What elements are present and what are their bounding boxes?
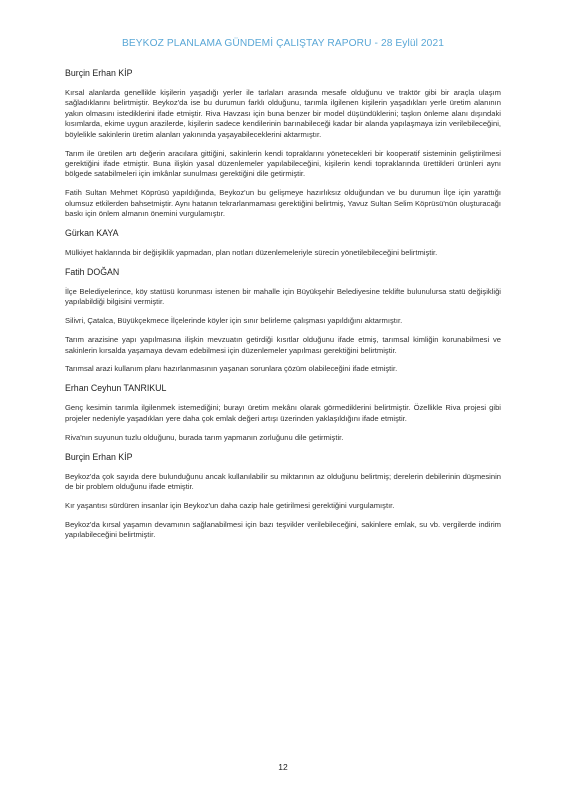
paragraph: Tarımsal arazi kullanım planı hazırlanmasının yaşanan sorunlara çözüm olabileceğini ifade etmiştir. bbox=[65, 364, 398, 374]
paragraph: Beykoz'da kırsal yaşamın devamının sağlanabilmesi için bazı teşvikler verilebileceğini, sakinlere emlak, su vb. vergilerde indirim yapılabileceğini belirtmiştir. bbox=[65, 519, 501, 540]
speaker-section bbox=[65, 267, 501, 375]
speaker-name: Erhan Ceyhun TANRIKUL bbox=[65, 383, 167, 394]
paragraph: Beykoz'da çok sayıda dere bulunduğunu ancak kullanılabilir su miktarının az olduğunu belirtmiş; derelerin debilerinin düşmesinin de bir problem olduğunu ifade etmiştir. bbox=[65, 471, 501, 491]
speaker-name: Burçin Erhan KİP bbox=[65, 451, 133, 462]
speaker-section bbox=[65, 452, 501, 541]
document-body bbox=[65, 68, 501, 549]
speaker-name: Burçin Erhan KİP bbox=[65, 68, 133, 78]
speaker-name: Fatih DOĞAN bbox=[65, 266, 120, 277]
paragraph: Fatih Sultan Mehmet Köprüsü yapıldığında, Beykoz'un bu gelişmeye hazırlıksız olduğundan ve bu durumun İlçe için yarattığı olumsuz etkilerden bahsetmiştir. Aynı hatanın tekrarlanmaması gerektiğini belirtmiş, Yavuz Sultan Selim Köprüsü'nün oluşturacağı baskı için önlem almanın önemini vurgulamıştır. bbox=[65, 188, 501, 219]
speaker-section bbox=[65, 68, 501, 219]
speaker-section bbox=[65, 228, 501, 258]
report-header: BEYKOZ PLANLAMA GÜNDEMİ ÇALIŞTAY RAPORU - 28 Eylül 2021 bbox=[122, 38, 444, 49]
paragraph: Genç kesimin tarımla ilgilenmek istemediğini; burayı üretim mekânı olarak görmediklerini belirtmiştir. Özellikle Riva projesi gibi projeler nedeniyle yaşadıkları yere daha çok emlak değeri artışı üzerinden yaklaşıldığını ifade etmiştir. bbox=[65, 403, 501, 423]
speaker-section bbox=[65, 383, 501, 443]
paragraph: Mülkiyet haklarında bir değişiklik yapmadan, plan notları düzenlemeleriyle sürecin yönetilebileceğini belirtmiştir. bbox=[65, 247, 438, 257]
speaker-name: Gürkan KAYA bbox=[65, 227, 119, 238]
page-number: 12 bbox=[278, 762, 288, 772]
paragraph: Silivri, Çatalca, Büyükçekmece İlçelerinde köyler için sınır belirleme çalışması yapıldığını aktarmıştır. bbox=[65, 316, 403, 326]
paragraph: Riva'nın suyunun tuzlu olduğunu, burada tarım yapmanın zorluğunu dile getirmiştir. bbox=[65, 432, 344, 442]
paragraph: Tarım ile üretilen artı değerin aracılara gittiğini, sakinlerin kendi topraklarını yönetecekleri bir kooperatif sisteminin geliştirilmesi gerektiğini ifade etmiştir. Buna ilişkin yasal düzenlemeler yapılabileceğini, kişilerin kendi topraklarında ürettikleri ürünleri aynı bölgede satabilmeleri için imkânlar sunulması gerektiğini dile getirmiştir. bbox=[65, 148, 501, 179]
paragraph: İlçe Belediyelerince, köy statüsü korunması istenen bir mahalle için Büyükşehir Belediyesine teklifte bulunulursa statü değişikliği yapılabildiği bilgisini vermiştir. bbox=[65, 286, 501, 307]
paragraph: Tarım arazisine yapı yapılmasına ilişkin mevzuatın getirdiği kısıtlar olduğunu ifade etmiş, tarımsal kimliğin korunabilmesi ve sakinlerin kırsalda yaşamaya devam edebilmesi için düzenlemeler yapılması gerektiğini belirtmiştir. bbox=[65, 335, 501, 355]
paragraph: Kırsal alanlarda genellikle kişilerin yaşadığı yerler ile tarlaları arasında mesafe olduğunu ve traktör gibi bir araçla ulaşım sağladıklarını belirtmiştir. Beykoz'da ise bu durumun farklı olduğunu, tarımla ilgilenen kişilerin yaşadıkları yerle üretim alanının yakın olmasını istediklerini ifade etmiştir. Riva Havzası için buna benzer bir model düşündüklerini; taşkın önleme alanı dışındaki kısımlarda, ekime uygun arazilerde, kişilerin sadece kendilerinin barınabileceği kadar bir alanda yapılaşmaya izin verilebileceğini, böylelikle sakinlerin üretim alanları yakınında yaşayabileceklerini aktarmıştır. bbox=[65, 88, 501, 139]
paragraph: Kır yaşantısı sürdüren insanlar için Beykoz'un daha cazip hale getirilmesi gerektiğini vurgulamıştır. bbox=[65, 500, 395, 510]
